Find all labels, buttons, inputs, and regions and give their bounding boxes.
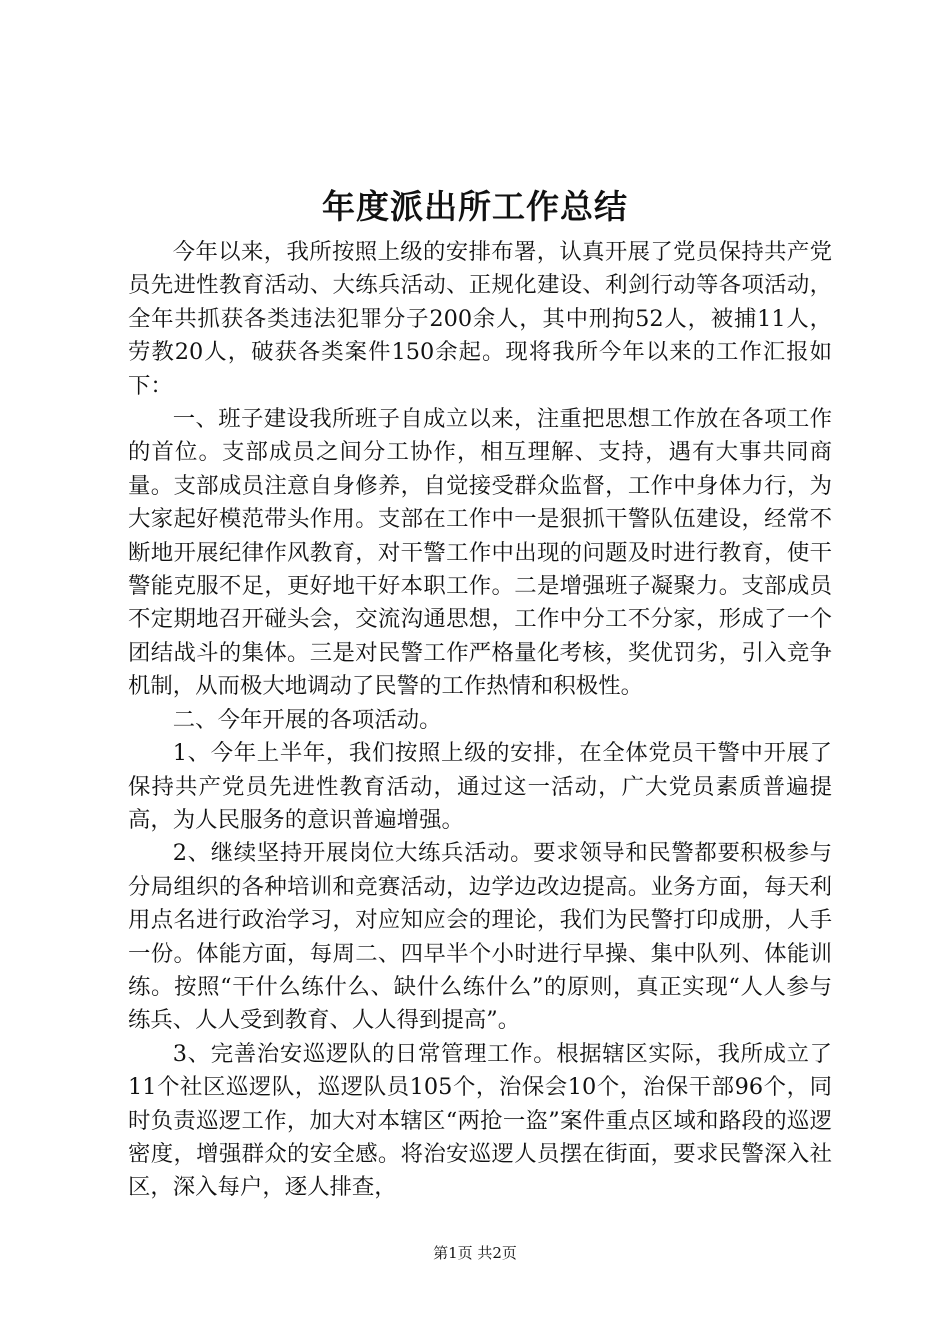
paragraph-team-building: 一、班子建设我所班子自成立以来，注重把思想工作放在各项工作的首位。支部成员之间分工协作，相互理解、支持，遇有大事共同商量。支部成员注意自身修养，自觉接受群众监督，工作中身体力行，为大家起好模范带头作用。支部在工作中一是狠抓干警队伍建设，经常不断地开展纪律作风教育，对干警工作中出现的问题及时进行教育，使干警能克服不足，更好地干好本职工作。二是增强班子凝聚力。支部成员不定期地召开碰头会，交流沟通思想，工作中分工不分家，形成了一个团结战斗的集体。三是对民警工作严格量化考核，奖优罚劣，引入竞争机制，从而极大地调动了民警的工作热情和积极性。 bbox=[128, 406, 832, 700]
document-body bbox=[128, 236, 832, 1205]
paragraph-activity-3: 3、完善治安巡逻队的日常管理工作。根据辖区实际，我所成立了11个社区巡逻队，巡逻队员105个，治保会10个，治保干部96个，同时负责巡逻工作，加大对本辖区“两抢一盗”案件重点区域和路段的巡逻密度，增强群众的安全感。将治安巡逻人员摆在街面，要求民警深入社区，深入每户，逐人排查， bbox=[128, 1040, 832, 1201]
page-number-footer: 第1页 共2页 bbox=[433, 1244, 517, 1262]
paragraph-activity-2: 2、继续坚持开展岗位大练兵活动。要求领导和民警都要积极参与分局组织的各种培训和竞赛活动，边学边改边提高。业务方面，每天利用点名进行政治学习，对应知应会的理论，我们为民警打印成册，人手一份。体能方面，每周二、四早半个小时进行早操、集中队列、体能训练。按照“干什么练什么、缺什么练什么”的原则，真正实现“人人参与练兵、人人受到教育、人人得到提高”。 bbox=[128, 840, 832, 1034]
paragraph-activity-1: 1、今年上半年，我们按照上级的安排，在全体党员干警中开展了保持共产党员先进性教育活动，通过这一活动，广大党员素质普遍提高，为人民服务的意识普遍增强。 bbox=[128, 740, 832, 833]
document-title: 年度派出所工作总结 bbox=[322, 187, 628, 226]
paragraph-activities-heading: 二、今年开展的各项活动。 bbox=[172, 706, 442, 733]
paragraph-intro: 今年以来，我所按照上级的安排布署，认真开展了党员保持共产党员先进性教育活动、大练兵活动、正规化建设、利剑行动等各项活动，全年共抓获各类违法犯罪分子200余人，其中刑拘52人，被捕11人，劳教20人，破获各类案件150余起。现将我所今年以来的工作汇报如下： bbox=[128, 239, 832, 399]
